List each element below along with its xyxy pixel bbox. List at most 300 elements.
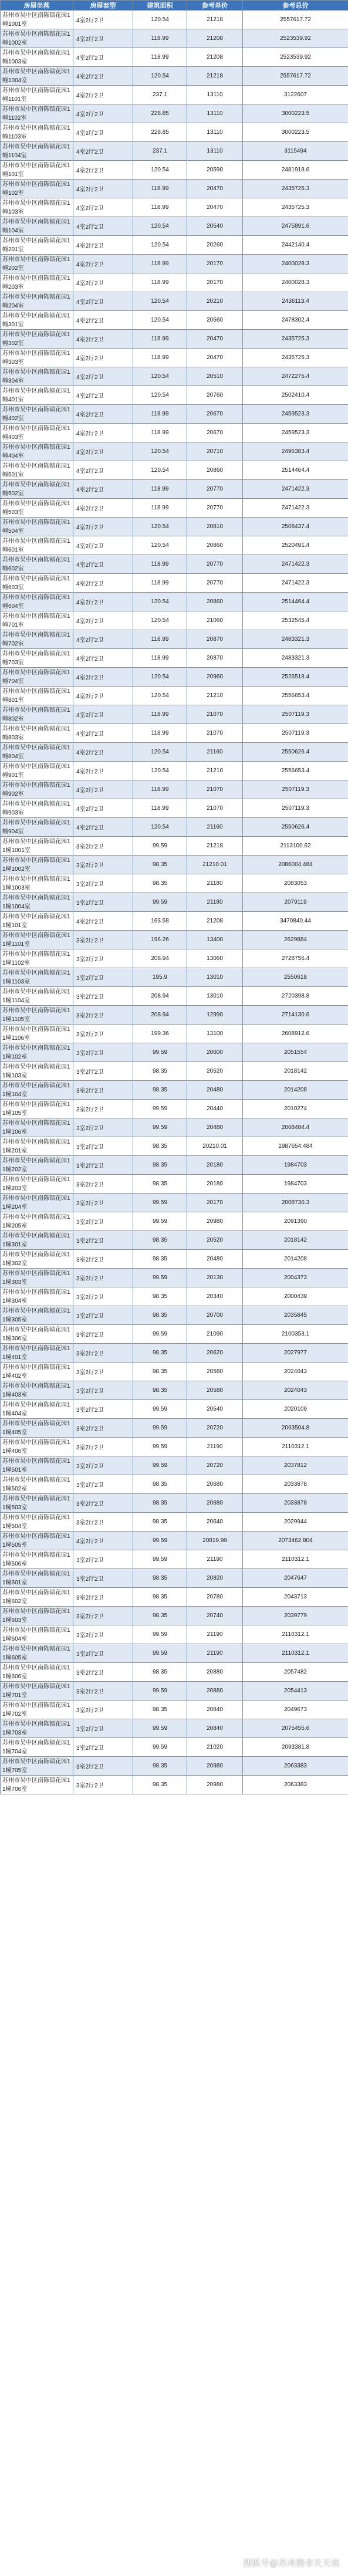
total-price-cell: 2100353.1 xyxy=(243,1325,348,1344)
room-location-cell: 苏州市吴中区南陈镇花园11幢706室 xyxy=(1,1776,73,1794)
room-location-cell: 苏州市吴中区南陈镇花园1幢304室 xyxy=(1,367,73,386)
room-location-cell: 苏州市吴中区南陈镇花园1幢203室 xyxy=(1,273,73,292)
unit-price-cell: 20700 xyxy=(187,1306,243,1325)
layout-cell: 3室2厅2卫 xyxy=(73,1363,133,1381)
area-cell: 118.99 xyxy=(133,649,187,668)
unit-price-cell: 20819.99 xyxy=(187,1532,243,1550)
room-location-cell: 苏州市吴中区南陈镇花园11幢603室 xyxy=(1,1607,73,1625)
layout-cell: 4室2厅2卫 xyxy=(73,142,133,161)
table-row xyxy=(1,837,348,856)
layout-cell: 4室2厅2卫 xyxy=(73,499,133,518)
total-price-cell: 2507119.3 xyxy=(243,705,348,724)
area-cell: 98.35 xyxy=(133,874,187,893)
layout-cell: 4室2厅2卫 xyxy=(73,442,133,461)
area-cell: 120.54 xyxy=(133,668,187,687)
layout-cell: 4室2厅2卫 xyxy=(73,86,133,104)
layout-cell: 3室2厅2卫 xyxy=(73,1231,133,1250)
room-location-cell: 苏州市吴中区南陈镇花园1幢804室 xyxy=(1,743,73,762)
table-row xyxy=(1,893,348,912)
table-row xyxy=(1,743,348,762)
layout-cell: 3室2厅2卫 xyxy=(73,856,133,874)
layout-cell: 3室2厅2卫 xyxy=(73,874,133,893)
unit-price-cell: 20180 xyxy=(187,1156,243,1175)
area-cell: 98.35 xyxy=(133,1156,187,1175)
room-location-cell: 苏州市吴中区南陈镇花园11幢503室 xyxy=(1,1494,73,1513)
room-location-cell: 苏州市吴中区南陈镇花园11幢1004室 xyxy=(1,893,73,912)
total-price-cell: 2063383 xyxy=(243,1776,348,1794)
total-price-cell: 2054413 xyxy=(243,1682,348,1701)
area-cell: 118.99 xyxy=(133,330,187,349)
area-cell: 120.54 xyxy=(133,161,187,180)
area-cell: 120.54 xyxy=(133,536,187,555)
area-cell: 99.59 xyxy=(133,893,187,912)
total-price-cell: 2075455.6 xyxy=(243,1719,348,1738)
total-price-cell: 2400028.3 xyxy=(243,273,348,292)
area-cell: 98.35 xyxy=(133,1381,187,1400)
layout-cell: 3室2厅2卫 xyxy=(73,1212,133,1231)
layout-cell: 3室2厅2卫 xyxy=(73,1081,133,1100)
unit-price-cell: 20860 xyxy=(187,461,243,480)
total-price-cell: 2035845 xyxy=(243,1306,348,1325)
area-cell: 99.59 xyxy=(133,1682,187,1701)
unit-price-cell: 21208 xyxy=(187,912,243,931)
room-location-cell: 苏州市吴中区南陈镇花园11幢302室 xyxy=(1,1250,73,1269)
unit-price-cell: 13100 xyxy=(187,1025,243,1043)
layout-cell: 4室2厅2卫 xyxy=(73,292,133,311)
layout-cell: 4室2厅2卫 xyxy=(73,649,133,668)
total-price-cell: 2550626.4 xyxy=(243,818,348,837)
area-cell: 98.35 xyxy=(133,1081,187,1100)
area-cell: 99.59 xyxy=(133,1269,187,1287)
table-row xyxy=(1,1757,348,1776)
layout-cell: 3室2厅2卫 xyxy=(73,1006,133,1025)
total-price-cell: 2514464.4 xyxy=(243,461,348,480)
total-price-cell: 2093381.8 xyxy=(243,1738,348,1757)
table-row xyxy=(1,104,348,123)
room-location-cell: 苏州市吴中区南陈镇花园1幢302室 xyxy=(1,330,73,349)
layout-cell: 4室2厅2卫 xyxy=(73,912,133,931)
layout-cell: 4室2厅2卫 xyxy=(73,461,133,480)
table-row xyxy=(1,1607,348,1625)
unit-price-cell: 20820 xyxy=(187,1569,243,1588)
unit-price-cell: 21210.01 xyxy=(187,856,243,874)
room-location-cell: 苏州市吴中区南陈镇花园1幢1102室 xyxy=(1,104,73,123)
table-row xyxy=(1,198,348,217)
area-cell: 118.99 xyxy=(133,480,187,499)
layout-cell: 3室2厅2卫 xyxy=(73,893,133,912)
unit-price-cell: 20740 xyxy=(187,1607,243,1625)
room-location-cell: 苏州市吴中区南陈镇花园1幢104室 xyxy=(1,217,73,236)
room-location-cell: 苏州市吴中区南陈镇花园11幢106室 xyxy=(1,1118,73,1137)
layout-cell: 3室2厅2卫 xyxy=(73,1738,133,1757)
total-price-cell: 2508437.4 xyxy=(243,518,348,536)
room-location-cell: 苏州市吴中区南陈镇花园11幢1003室 xyxy=(1,874,73,893)
layout-cell: 3室2厅2卫 xyxy=(73,1137,133,1156)
total-price-cell: 2714130.6 xyxy=(243,1006,348,1025)
unit-price-cell: 20520 xyxy=(187,1231,243,1250)
table-row xyxy=(1,161,348,180)
total-price-cell: 2037812 xyxy=(243,1456,348,1475)
area-cell: 237.1 xyxy=(133,86,187,104)
total-price-cell: 2020109 xyxy=(243,1400,348,1419)
total-price-cell: 2083053 xyxy=(243,874,348,893)
total-price-cell: 2004373 xyxy=(243,1269,348,1287)
table-row xyxy=(1,574,348,593)
layout-cell: 3室2厅2卫 xyxy=(73,1287,133,1306)
unit-price-cell: 20540 xyxy=(187,217,243,236)
total-price-cell: 1987654.484 xyxy=(243,1137,348,1156)
area-cell: 120.54 xyxy=(133,461,187,480)
layout-cell: 3室2厅2卫 xyxy=(73,1494,133,1513)
table-row xyxy=(1,518,348,536)
table-row xyxy=(1,1137,348,1156)
layout-cell: 4室2厅2卫 xyxy=(73,48,133,67)
table-row xyxy=(1,217,348,236)
table-row xyxy=(1,1438,348,1456)
layout-cell: 3室2厅2卫 xyxy=(73,1438,133,1456)
area-cell: 99.59 xyxy=(133,1194,187,1212)
column-header-total-price: 参考总价 xyxy=(243,1,348,11)
layout-cell: 4室2厅2卫 xyxy=(73,311,133,330)
table-row xyxy=(1,1569,348,1588)
table-row xyxy=(1,424,348,442)
room-location-cell: 苏州市吴中区南陈镇花园11幢702室 xyxy=(1,1701,73,1719)
layout-cell: 4室2厅2卫 xyxy=(73,11,133,29)
unit-price-cell: 20680 xyxy=(187,1494,243,1513)
total-price-cell: 2027977 xyxy=(243,1344,348,1363)
area-cell: 98.35 xyxy=(133,1363,187,1381)
area-cell: 98.35 xyxy=(133,1776,187,1794)
total-price-cell: 2018142 xyxy=(243,1062,348,1081)
unit-price-cell: 20560 xyxy=(187,311,243,330)
unit-price-cell: 21218 xyxy=(187,67,243,86)
room-location-cell: 苏州市吴中区南陈镇花园1幢1002室 xyxy=(1,29,73,48)
table-row xyxy=(1,311,348,330)
layout-cell: 3室2厅2卫 xyxy=(73,1644,133,1663)
unit-price-cell: 20860 xyxy=(187,593,243,611)
layout-cell: 4室2厅2卫 xyxy=(73,799,133,818)
total-price-cell: 3115494 xyxy=(243,142,348,161)
area-cell: 98.35 xyxy=(133,1607,187,1625)
table-row xyxy=(1,405,348,424)
room-location-cell: 苏州市吴中区南陈镇花园1幢903室 xyxy=(1,799,73,818)
area-cell: 98.35 xyxy=(133,1250,187,1269)
table-row xyxy=(1,593,348,611)
room-location-cell: 苏州市吴中区南陈镇花园11幢501室 xyxy=(1,1456,73,1475)
unit-price-cell: 21190 xyxy=(187,1625,243,1644)
room-location-cell: 苏州市吴中区南陈镇花园1幢404室 xyxy=(1,442,73,461)
unit-price-cell: 20870 xyxy=(187,649,243,668)
layout-cell: 3室2厅2卫 xyxy=(73,837,133,856)
table-row xyxy=(1,611,348,630)
area-cell: 120.54 xyxy=(133,442,187,461)
area-cell: 99.59 xyxy=(133,1550,187,1569)
unit-price-cell: 20210 xyxy=(187,292,243,311)
unit-price-cell: 20470 xyxy=(187,198,243,217)
layout-cell: 4室2厅2卫 xyxy=(73,29,133,48)
area-cell: 120.54 xyxy=(133,11,187,29)
layout-cell: 4室2厅2卫 xyxy=(73,161,133,180)
header-row xyxy=(1,1,348,11)
layout-cell: 3室2厅2卫 xyxy=(73,1701,133,1719)
unit-price-cell: 13010 xyxy=(187,968,243,987)
area-cell: 118.99 xyxy=(133,198,187,217)
table-row xyxy=(1,1550,348,1569)
area-cell: 99.59 xyxy=(133,1043,187,1062)
unit-price-cell: 21070 xyxy=(187,780,243,799)
room-location-cell: 苏州市吴中区南陈镇花园1幢102室 xyxy=(1,180,73,198)
total-price-cell: 2720398.8 xyxy=(243,987,348,1006)
room-location-cell: 苏州市吴中区南陈镇花园1幢802室 xyxy=(1,705,73,724)
room-location-cell: 苏州市吴中区南陈镇花园11幢406室 xyxy=(1,1438,73,1456)
table-row xyxy=(1,255,348,273)
room-location-cell: 苏州市吴中区南陈镇花园1幢703室 xyxy=(1,649,73,668)
table-row xyxy=(1,1719,348,1738)
table-row xyxy=(1,29,348,48)
layout-cell: 4室2厅2卫 xyxy=(73,349,133,367)
layout-cell: 4室2厅2卫 xyxy=(73,123,133,142)
total-price-cell: 2526518.4 xyxy=(243,668,348,687)
area-cell: 228.85 xyxy=(133,104,187,123)
unit-price-cell: 21218 xyxy=(187,11,243,29)
unit-price-cell: 20170 xyxy=(187,255,243,273)
unit-price-cell: 20130 xyxy=(187,1269,243,1287)
table-row xyxy=(1,1043,348,1062)
table-row xyxy=(1,1287,348,1306)
room-location-cell: 苏州市吴中区南陈镇花园11幢504室 xyxy=(1,1513,73,1532)
table-row xyxy=(1,1269,348,1287)
area-cell: 118.99 xyxy=(133,780,187,799)
room-location-cell: 苏州市吴中区南陈镇花园11幢201室 xyxy=(1,1137,73,1156)
total-price-cell: 3000223.5 xyxy=(243,104,348,123)
unit-price-cell: 20810 xyxy=(187,518,243,536)
table-row xyxy=(1,1625,348,1644)
table-row xyxy=(1,912,348,931)
area-cell: 98.35 xyxy=(133,1175,187,1194)
table-row xyxy=(1,1231,348,1250)
unit-price-cell: 20780 xyxy=(187,1588,243,1607)
table-row xyxy=(1,86,348,104)
room-location-cell: 苏州市吴中区南陈镇花园11幢305室 xyxy=(1,1306,73,1325)
area-cell: 99.59 xyxy=(133,837,187,856)
area-cell: 99.59 xyxy=(133,1400,187,1419)
total-price-cell: 2520491.4 xyxy=(243,536,348,555)
unit-price-cell: 21160 xyxy=(187,743,243,762)
unit-price-cell: 21020 xyxy=(187,1738,243,1757)
total-price-cell: 2629884 xyxy=(243,931,348,949)
layout-cell: 3室2厅2卫 xyxy=(73,1625,133,1644)
total-price-cell: 2556653.4 xyxy=(243,687,348,705)
unit-price-cell: 20480 xyxy=(187,1118,243,1137)
room-location-cell: 苏州市吴中区南陈镇花园11幢404室 xyxy=(1,1400,73,1419)
area-cell: 99.59 xyxy=(133,1644,187,1663)
table-row xyxy=(1,499,348,518)
room-location-cell: 苏州市吴中区南陈镇花园1幢702室 xyxy=(1,630,73,649)
table-row xyxy=(1,780,348,799)
unit-price-cell: 20540 xyxy=(187,1400,243,1419)
area-cell: 120.54 xyxy=(133,236,187,255)
area-cell: 120.54 xyxy=(133,743,187,762)
room-location-cell: 苏州市吴中区南陈镇花园1幢1003室 xyxy=(1,48,73,67)
room-location-cell: 苏州市吴中区南陈镇花园11幢1001室 xyxy=(1,837,73,856)
watermark: 搜狐号@苏州楼市天天谈 xyxy=(242,2558,340,2568)
unit-price-cell: 13110 xyxy=(187,123,243,142)
unit-price-cell: 20770 xyxy=(187,499,243,518)
area-cell: 118.99 xyxy=(133,424,187,442)
table-row xyxy=(1,11,348,29)
layout-cell: 3室2厅2卫 xyxy=(73,1381,133,1400)
room-location-cell: 苏州市吴中区南陈镇花园11幢506室 xyxy=(1,1550,73,1569)
area-cell: 98.35 xyxy=(133,1137,187,1156)
room-location-cell: 苏州市吴中区南陈镇花园11幢1002室 xyxy=(1,856,73,874)
total-price-cell: 2110312.1 xyxy=(243,1550,348,1569)
room-location-cell: 苏州市吴中区南陈镇花园1幢402室 xyxy=(1,405,73,424)
total-price-cell: 2000439 xyxy=(243,1287,348,1306)
table-row xyxy=(1,1588,348,1607)
layout-cell: 3室2厅2卫 xyxy=(73,1776,133,1794)
total-price-cell: 2475891.6 xyxy=(243,217,348,236)
layout-cell: 4室2厅2卫 xyxy=(73,480,133,499)
unit-price-cell: 20210.01 xyxy=(187,1137,243,1156)
table-row xyxy=(1,874,348,893)
unit-price-cell: 20620 xyxy=(187,1344,243,1363)
table-row xyxy=(1,1006,348,1025)
room-location-cell: 苏州市吴中区南陈镇花园1幢401室 xyxy=(1,386,73,405)
area-cell: 120.54 xyxy=(133,687,187,705)
layout-cell: 3室2厅2卫 xyxy=(73,1588,133,1607)
layout-cell: 4室2厅2卫 xyxy=(73,67,133,86)
total-price-cell: 2471422.3 xyxy=(243,555,348,574)
layout-cell: 3室2厅2卫 xyxy=(73,1419,133,1438)
area-cell: 120.54 xyxy=(133,217,187,236)
unit-price-cell: 20510 xyxy=(187,367,243,386)
room-location-cell: 苏州市吴中区南陈镇花园1幢1004室 xyxy=(1,67,73,86)
total-price-cell: 2471422.3 xyxy=(243,574,348,593)
table-row xyxy=(1,1363,348,1381)
unit-price-cell: 13010 xyxy=(187,987,243,1006)
layout-cell: 4室2厅2卫 xyxy=(73,555,133,574)
room-location-cell: 苏州市吴中区南陈镇花园11幢502室 xyxy=(1,1475,73,1494)
table-row xyxy=(1,292,348,311)
area-cell: 98.35 xyxy=(133,1475,187,1494)
unit-price-cell: 21090 xyxy=(187,1325,243,1344)
area-cell: 99.59 xyxy=(133,1212,187,1231)
total-price-cell: 2550618 xyxy=(243,968,348,987)
total-price-cell: 2014208 xyxy=(243,1250,348,1269)
table-row xyxy=(1,1194,348,1212)
area-cell: 228.85 xyxy=(133,123,187,142)
room-location-cell: 苏州市吴中区南陈镇花园11幢403室 xyxy=(1,1381,73,1400)
unit-price-cell: 20860 xyxy=(187,536,243,555)
layout-cell: 4室2厅2卫 xyxy=(73,217,133,236)
total-price-cell: 2496383.4 xyxy=(243,442,348,461)
room-location-cell: 苏州市吴中区南陈镇花园11幢605室 xyxy=(1,1644,73,1663)
table-row xyxy=(1,1175,348,1194)
unit-price-cell: 20440 xyxy=(187,1100,243,1118)
room-location-cell: 苏州市吴中区南陈镇花园11幢203室 xyxy=(1,1175,73,1194)
table-row xyxy=(1,461,348,480)
column-header-unit-price: 参考单价 xyxy=(187,1,243,11)
area-cell: 163.58 xyxy=(133,912,187,931)
room-location-cell: 苏州市吴中区南陈镇花园1幢501室 xyxy=(1,461,73,480)
area-cell: 98.35 xyxy=(133,1231,187,1250)
layout-cell: 3室2厅2卫 xyxy=(73,1250,133,1269)
room-location-cell: 苏州市吴中区南陈镇花园1幢502室 xyxy=(1,480,73,499)
unit-price-cell: 20840 xyxy=(187,1719,243,1738)
unit-price-cell: 21180 xyxy=(187,874,243,893)
total-price-cell: 2608912.6 xyxy=(243,1025,348,1043)
area-cell: 99.59 xyxy=(133,1625,187,1644)
total-price-cell: 2435725.3 xyxy=(243,349,348,367)
room-location-cell: 苏州市吴中区南陈镇花园11幢205室 xyxy=(1,1212,73,1231)
total-price-cell: 2010274 xyxy=(243,1100,348,1118)
table-row xyxy=(1,1701,348,1719)
area-cell: 118.99 xyxy=(133,273,187,292)
total-price-cell: 2532545.4 xyxy=(243,611,348,630)
total-price-cell: 2459523.3 xyxy=(243,405,348,424)
total-price-cell: 2472275.4 xyxy=(243,367,348,386)
total-price-cell: 2079119 xyxy=(243,893,348,912)
layout-cell: 3室2厅2卫 xyxy=(73,1100,133,1118)
total-price-cell: 2024043 xyxy=(243,1381,348,1400)
area-cell: 99.59 xyxy=(133,1100,187,1118)
column-header-layout: 房屋套型 xyxy=(73,1,133,11)
area-cell: 99.59 xyxy=(133,1325,187,1344)
unit-price-cell: 13060 xyxy=(187,949,243,968)
area-cell: 98.35 xyxy=(133,1513,187,1532)
total-price-cell: 2029944 xyxy=(243,1513,348,1532)
unit-price-cell: 20590 xyxy=(187,161,243,180)
table-row xyxy=(1,367,348,386)
area-cell: 118.99 xyxy=(133,180,187,198)
total-price-cell: 2091390 xyxy=(243,1212,348,1231)
unit-price-cell: 20840 xyxy=(187,1701,243,1719)
unit-price-cell: 13110 xyxy=(187,86,243,104)
total-price-cell: 2024043 xyxy=(243,1363,348,1381)
room-location-cell: 苏州市吴中区南陈镇花园11幢505室 xyxy=(1,1532,73,1550)
total-price-cell: 2073462.804 xyxy=(243,1532,348,1550)
table-row xyxy=(1,386,348,405)
layout-cell: 4室2厅2卫 xyxy=(73,273,133,292)
table-row xyxy=(1,1682,348,1701)
table-row xyxy=(1,1025,348,1043)
room-location-cell: 苏州市吴中区南陈镇花园1幢1101室 xyxy=(1,86,73,104)
table-row xyxy=(1,142,348,161)
layout-cell: 4室2厅2卫 xyxy=(73,743,133,762)
table-row xyxy=(1,273,348,292)
total-price-cell: 2051554 xyxy=(243,1043,348,1062)
table-row xyxy=(1,349,348,367)
area-cell: 208.94 xyxy=(133,1006,187,1025)
table-row xyxy=(1,1250,348,1269)
total-price-cell: 2063383 xyxy=(243,1757,348,1776)
table-body xyxy=(1,11,348,1794)
room-location-cell: 苏州市吴中区南陈镇花园11幢204室 xyxy=(1,1194,73,1212)
total-price-cell: 2483321.3 xyxy=(243,630,348,649)
room-location-cell: 苏州市吴中区南陈镇花园11幢304室 xyxy=(1,1287,73,1306)
unit-price-cell: 20870 xyxy=(187,630,243,649)
area-cell: 99.59 xyxy=(133,1532,187,1550)
room-location-cell: 苏州市吴中区南陈镇花园11幢604室 xyxy=(1,1625,73,1644)
area-cell: 118.99 xyxy=(133,799,187,818)
table-row xyxy=(1,123,348,142)
unit-price-cell: 21180 xyxy=(187,893,243,912)
layout-cell: 4室2厅2卫 xyxy=(73,611,133,630)
layout-cell: 3室2厅2卫 xyxy=(73,1156,133,1175)
area-cell: 120.54 xyxy=(133,818,187,837)
unit-price-cell: 13110 xyxy=(187,104,243,123)
table-row xyxy=(1,1081,348,1100)
